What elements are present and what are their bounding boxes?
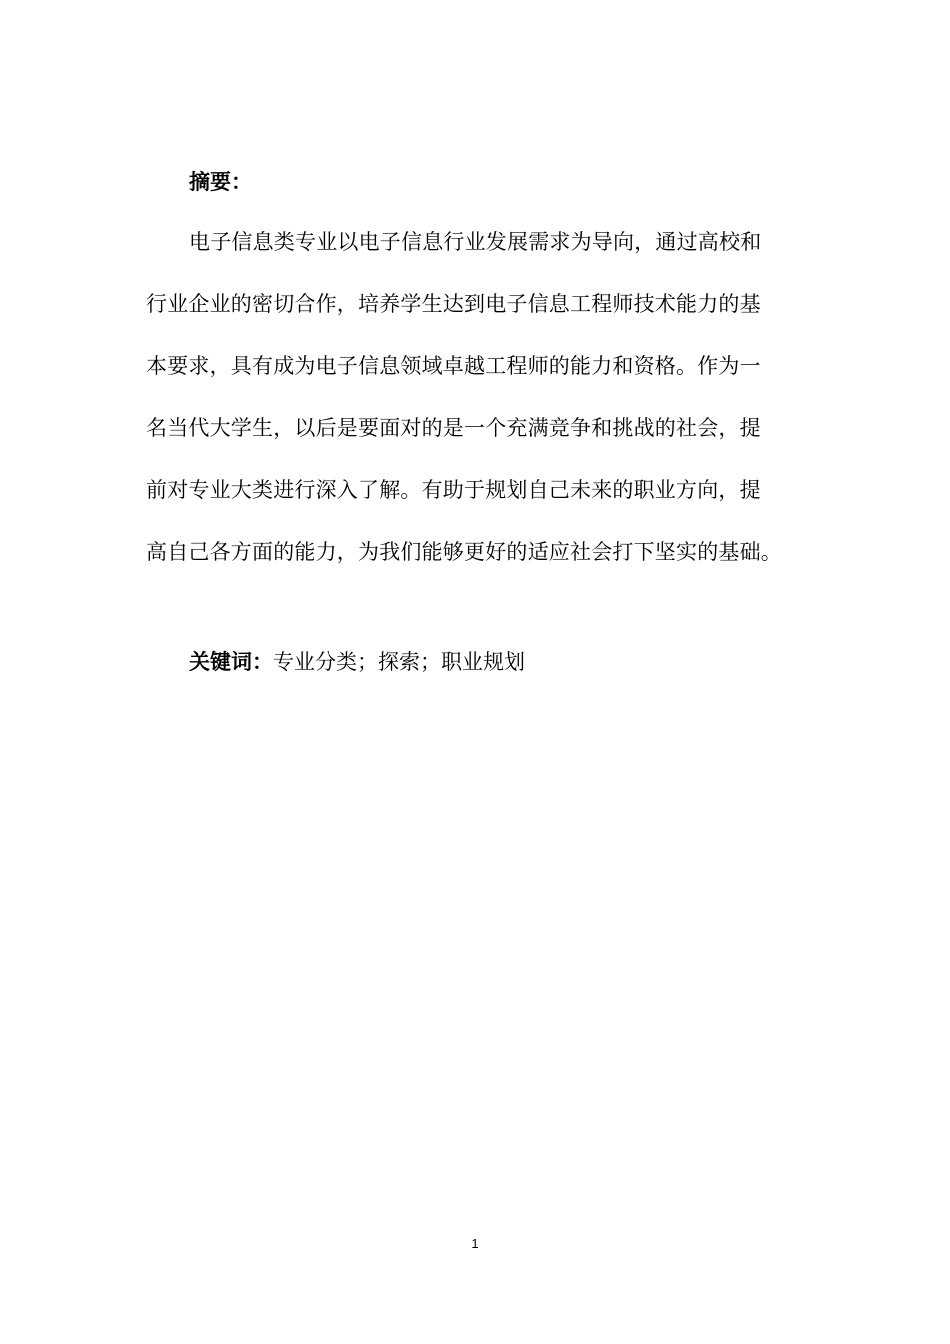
abstract-title: 摘要： — [189, 170, 252, 194]
abstract-line: 电子信息类专业以电子信息行业发展需求为导向，通过高校和 — [189, 230, 762, 254]
keywords-value: 专业分类；探索；职业规划 — [273, 650, 525, 674]
abstract-line: 本要求，具有成为电子信息领域卓越工程师的能力和资格。作为一 — [146, 354, 761, 378]
keywords-label: 关键词： — [189, 650, 273, 674]
page-number: 1 — [471, 1236, 479, 1251]
abstract-line: 前对专业大类进行深入了解。有助于规划自己未来的职业方向，提 — [146, 478, 761, 502]
abstract-line: 高自己各方面的能力，为我们能够更好的适应社会打下坚实的基础。 — [146, 540, 782, 564]
abstract-line: 名当代大学生，以后是要面对的是一个充满竞争和挑战的社会，提 — [146, 416, 761, 440]
abstract-line: 行业企业的密切合作，培养学生达到电子信息工程师技术能力的基 — [146, 292, 761, 316]
keywords-line — [189, 648, 525, 676]
